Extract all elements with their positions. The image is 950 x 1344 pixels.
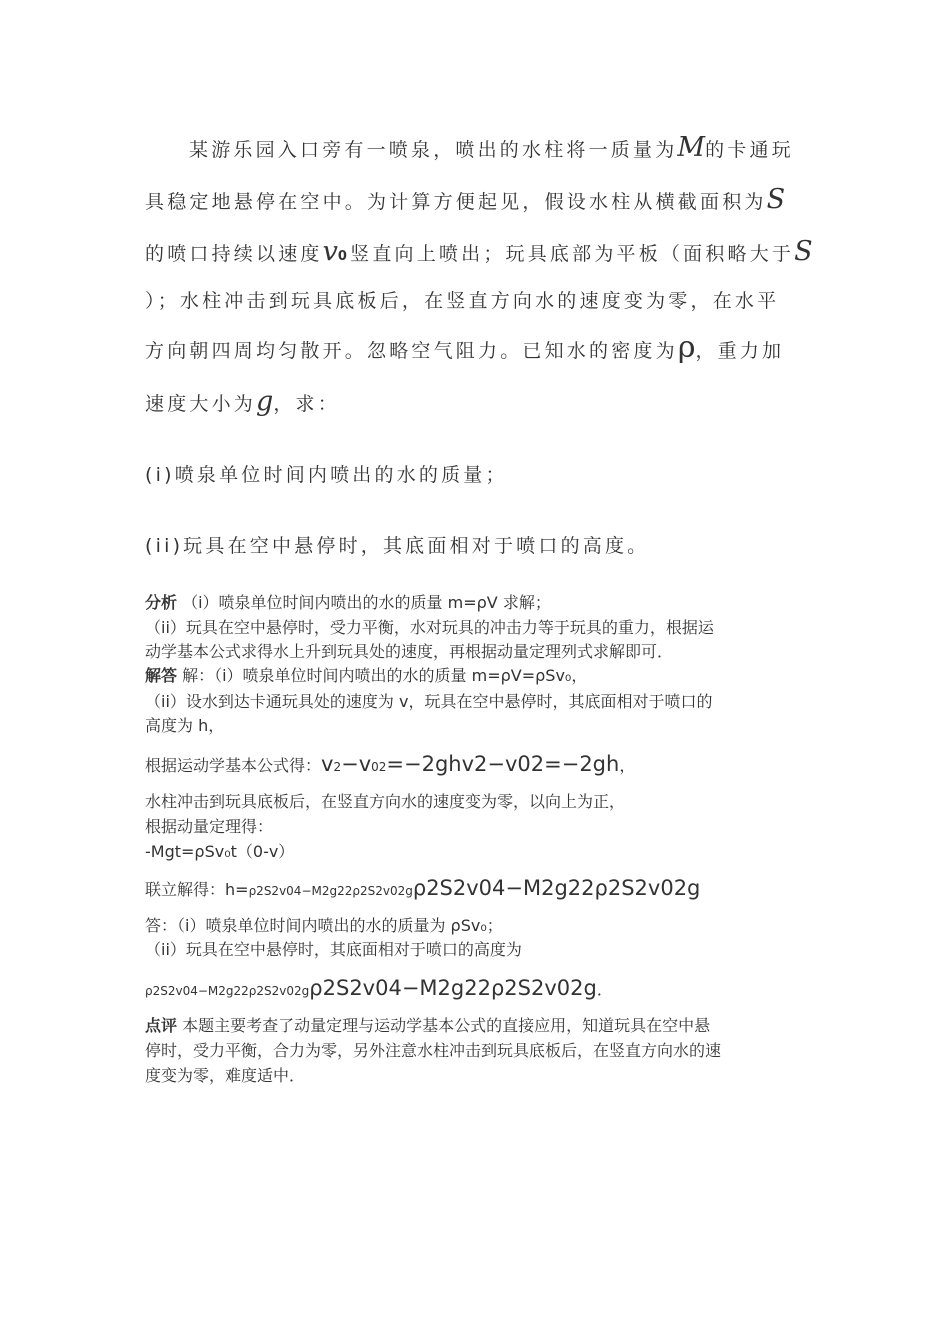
problem-line-6 <box>145 386 340 417</box>
mass-symbol: M <box>677 132 706 163</box>
comment-label: 点评 <box>145 1016 178 1035</box>
answer-label: 解答 <box>145 666 178 685</box>
problem-line-1 <box>189 132 794 163</box>
velocity-symbol: v <box>322 236 338 267</box>
text: 本题主要考查了动量定理与运动学基本公式的直接应用，知道玩具在空中悬 <box>177 1016 711 1035</box>
comment-line-2: 停时，受力平衡，合力为零，另外注意水柱冲击到玩具底板后，在竖直方向水的速 <box>145 1041 722 1060</box>
comment-line-1 <box>145 1014 815 1038</box>
problem-line-3 <box>145 236 813 267</box>
answer-line-2: （ii）设水到达卡通玩具处的速度为 v，玩具在空中悬停时，其底面相对于喷口的 <box>145 692 713 711</box>
text: 速度大小为 <box>145 393 257 415</box>
question-1: (i)喷泉单位时间内喷出的水的质量； <box>145 464 508 486</box>
analysis-line-3: 动学基本公式求得水上升到玩具处的速度，再根据动量定理列式求解即可． <box>145 642 674 661</box>
impact-line-3: -Mgt=ρSv₀t（0-v） <box>145 842 295 861</box>
formula: ρ2S2v04−M2g22ρ2S2v02g <box>412 876 701 900</box>
problem-line-2 <box>145 184 785 215</box>
problem-line-4 <box>145 286 779 313</box>
text: 解：（i）喷泉单位时间内喷出的水的质量 m=ρV=ρSv₀， <box>177 666 588 685</box>
kinematics-line <box>145 752 815 779</box>
formula-small: ρ2S2v04−M2g22ρ2S2v02g <box>145 984 310 998</box>
text: ． <box>596 980 613 999</box>
gravity-symbol: g <box>256 386 274 417</box>
formula: =−2ghv2−v02=−2gh <box>386 752 620 776</box>
text: 具稳定地悬停在空中。为计算方便起见，假设水柱从横截面积为 <box>145 191 767 213</box>
analysis-label: 分析 <box>145 593 178 612</box>
conclusion-formula-line <box>145 976 815 1003</box>
formula: v <box>321 752 334 776</box>
text: 竖直向上喷出；玩具底部为平板（面积略大于 <box>350 243 795 265</box>
combine-line <box>145 876 815 903</box>
text: 的卡通玩 <box>705 139 794 161</box>
question-2: (ii)玩具在空中悬停时，其底面相对于喷口的高度。 <box>145 535 650 557</box>
text: （i）喷泉单位时间内喷出的水的质量 m=ρV 求解； <box>177 593 551 612</box>
area-symbol: S <box>794 236 813 267</box>
answer-line-1 <box>145 664 815 688</box>
analysis-line-1 <box>145 591 815 615</box>
text: ，重力加 <box>695 340 785 362</box>
impact-line-1: 水柱冲击到玩具底板后，在竖直方向水的速度变为零，以向上为正， <box>145 792 626 811</box>
velocity-subscript: 0 <box>337 249 351 264</box>
analysis-line-2: （ii）玩具在空中悬停时，受力平衡，水对玩具的冲击力等于玩具的重力，根据运 <box>145 618 714 637</box>
text: ）；水柱冲击到玩具底板后，在竖直方向水的速度变为零，在水平 <box>145 290 780 312</box>
formula-small: ρ2S2v04−M2g22ρ2S2v02g <box>248 884 413 898</box>
text: ，求： <box>273 393 340 415</box>
area-symbol: S <box>766 184 786 215</box>
problem-line-5 <box>145 330 784 365</box>
formula: 2 <box>333 760 342 774</box>
text: 的喷口持续以速度 <box>145 243 323 265</box>
combine-label: 联立解得：h= <box>145 880 249 899</box>
text: 某游乐园入口旁有一喷泉，喷出的水柱将一质量为 <box>189 139 678 161</box>
comment-line-3: 度变为零，难度适中． <box>145 1066 306 1085</box>
kinematics-label: 根据运动学基本公式得： <box>145 756 322 775</box>
conclusion-line-2: （ii）玩具在空中悬停时，其底面相对于喷口的高度为 <box>145 940 522 959</box>
impact-line-2: 根据动量定理得： <box>145 817 274 836</box>
formula: 02 <box>371 760 387 774</box>
formula: −v <box>341 752 372 776</box>
conclusion-line-1: 答：（i）喷泉单位时间内喷出的水的质量为 ρSv₀； <box>145 916 503 935</box>
text: 方向朝四周均匀散开。忽略空气阻力。已知水的密度为 <box>145 340 678 362</box>
density-symbol: ρ <box>677 330 696 365</box>
answer-line-3: 高度为 h， <box>145 716 225 735</box>
text: ， <box>619 756 636 775</box>
formula: ρ2S2v04−M2g22ρ2S2v02g <box>309 976 597 1000</box>
